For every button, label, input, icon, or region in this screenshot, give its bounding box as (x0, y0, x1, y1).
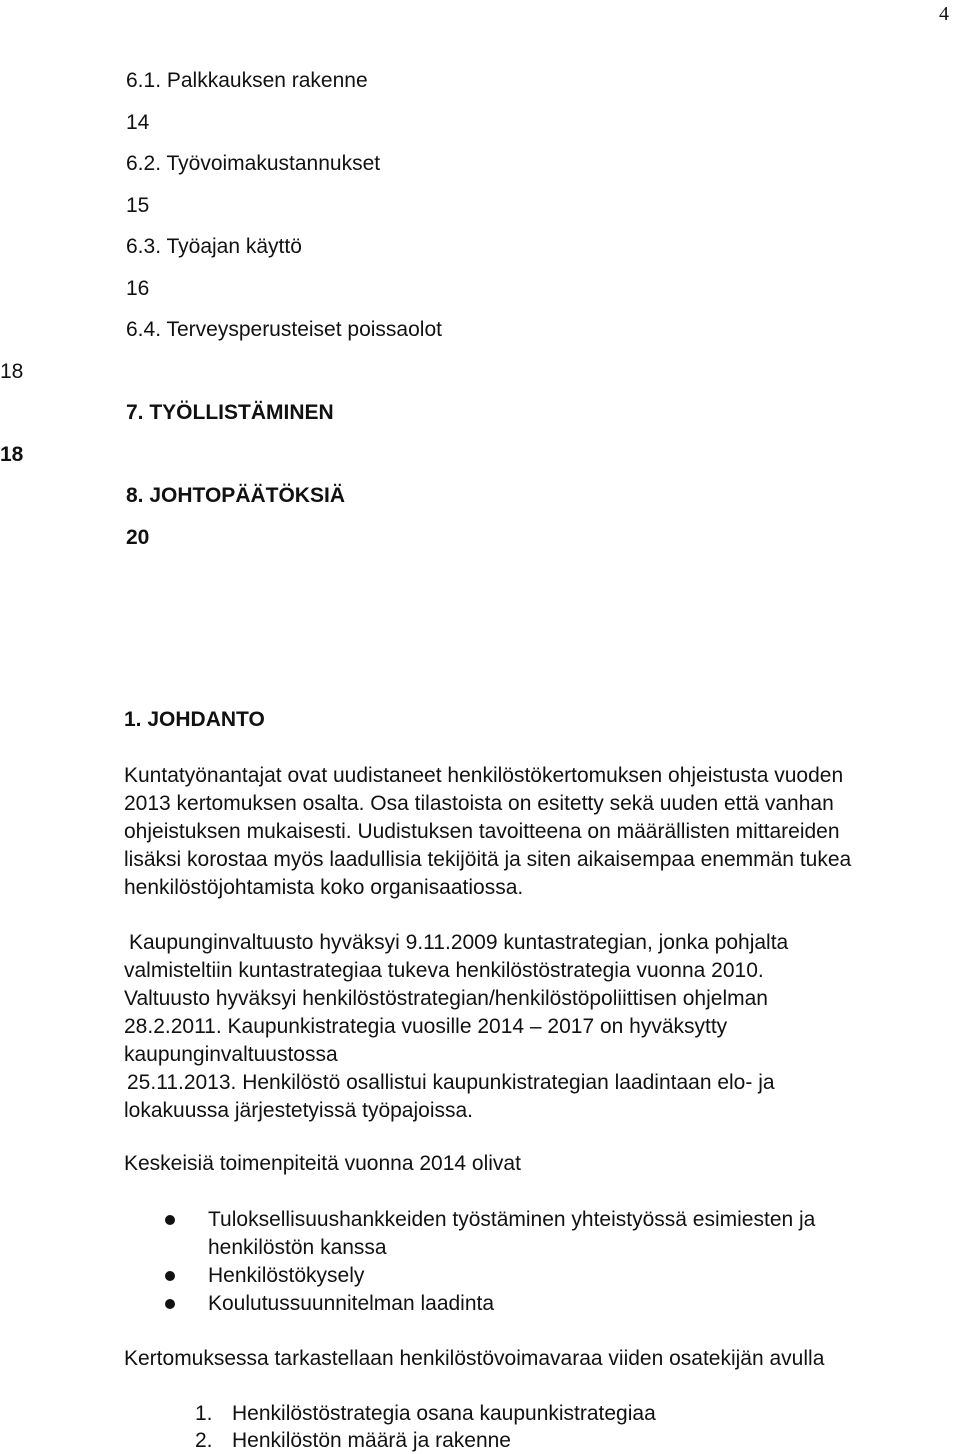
toc-entry-6-3: 6.3. Työajan käyttö (126, 235, 302, 258)
list-item-text: Koulutussuunnitelman laadinta (208, 1292, 495, 1315)
paragraph-line: Valtuusto hyväksyi henkilöstöstrategian/henkilöstöpoliittisen ohjelman (124, 987, 768, 1010)
list-item-text: Henkilöstöstrategia osana kaupunkistrategiaa (232, 1402, 656, 1425)
toc-page-6-3: 16 (126, 277, 150, 300)
paragraph-line: lokakuussa järjestetyissä työpajoissa. (124, 1099, 474, 1122)
list-item (163, 1262, 815, 1290)
section-heading: 1. JOHDANTO (124, 708, 265, 731)
bullet-icon (165, 1215, 175, 1225)
paragraph-line: 28.2.2011. Kaupunkistrategia vuosille 2014 – 2017 on hyväksytty (124, 1015, 728, 1038)
list-item (163, 1290, 815, 1318)
list-item-number: 1. (195, 1402, 213, 1425)
list-item-number: 2. (195, 1429, 213, 1452)
paragraph-line: ohjeistuksen mukaisesti. Uudistuksen tavoitteena on määrällisten mittareiden (124, 820, 840, 843)
toc-page-7: 18 (0, 443, 24, 466)
paragraph-line: valmisteltiin kuntastrategiaa tukeva henkilöstöstrategia vuonna 2010. (124, 959, 764, 982)
toc-entry-6-1: 6.1. Palkkauksen rakenne (126, 69, 368, 92)
list-item (195, 1400, 656, 1427)
parts-list (195, 1400, 656, 1454)
paragraph-line: henkilöstöjohtamista koko organisaatiossa. (124, 876, 524, 899)
strategy-paragraph (124, 929, 934, 1125)
toc-page-6-2: 15 (126, 194, 150, 217)
list-item (163, 1206, 815, 1262)
toc-entry-8: 8. JOHTOPÄÄTÖKSIÄ (126, 484, 345, 507)
bullet-icon (165, 1271, 175, 1281)
list-item-text: Tuloksellisuushankkeiden työstäminen yhteistyössä esimiesten ja (208, 1208, 816, 1231)
paragraph-line: kaupunginvaltuustossa (124, 1043, 338, 1066)
page-number: 4 (939, 3, 949, 25)
intro-paragraph (124, 762, 934, 902)
toc-entry-6-4: 6.4. Terveysperusteiset poissaolot (126, 318, 442, 341)
parts-intro: Kertomuksessa tarkastellaan henkilöstövoimavaraa viiden osatekijän avulla (124, 1347, 825, 1370)
list-item-text: henkilöstön kanssa (208, 1236, 387, 1259)
paragraph-line: Kuntatyönantajat ovat uudistaneet henkilöstökertomuksen ohjeistusta vuoden (124, 764, 844, 787)
paragraph-line: lisäksi korostaa myös laadullisia tekijöitä ja siten aikaisempaa enemmän tukea (124, 848, 852, 871)
paragraph-line: 25.11.2013. Henkilöstö osallistui kaupunkistrategian laadintaan elo- ja (127, 1071, 775, 1094)
toc-entry-6-2: 6.2. Työvoimakustannukset (126, 152, 381, 175)
list-item-text: Henkilöstön määrä ja rakenne (232, 1429, 511, 1452)
paragraph-line: Kaupunginvaltuusto hyväksyi 9.11.2009 kuntastrategian, jonka pohjalta (129, 931, 789, 954)
paragraph-line: 2013 kertomuksen osalta. Osa tilastoista on esitetty sekä uuden että vanhan (124, 792, 834, 815)
toc-page-6-1: 14 (126, 111, 150, 134)
actions-list (163, 1206, 815, 1318)
toc-page-6-4: 18 (0, 360, 24, 383)
list-item (195, 1427, 656, 1454)
toc-page-8: 20 (126, 526, 150, 549)
actions-intro: Keskeisiä toimenpiteitä vuonna 2014 olivat (124, 1152, 521, 1175)
toc-entry-7: 7. TYÖLLISTÄMINEN (126, 401, 334, 424)
bullet-icon (165, 1299, 175, 1309)
list-item-text: Henkilöstökysely (208, 1264, 365, 1287)
